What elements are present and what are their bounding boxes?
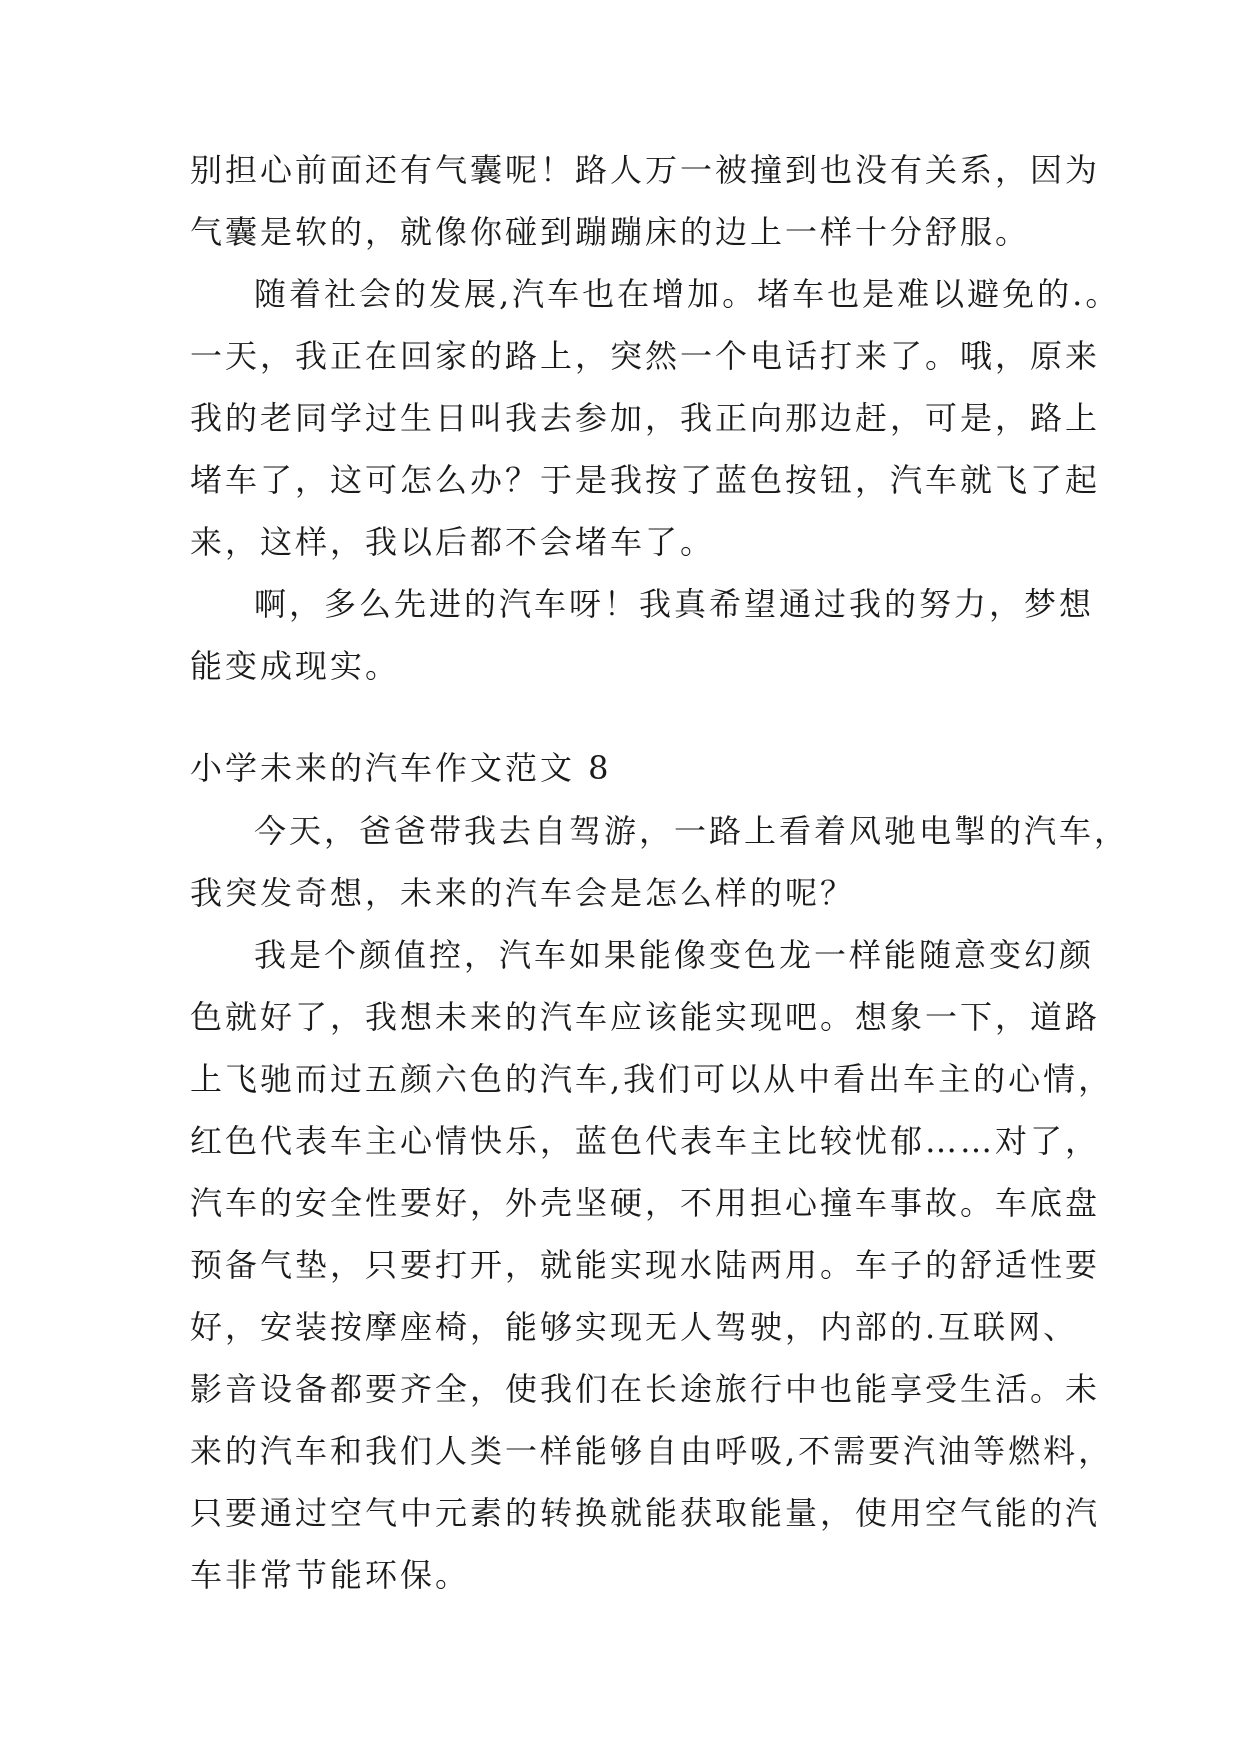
paragraph-line: 来，这样，我以后都不会堵车了。	[190, 523, 716, 561]
paragraph-line: 我是个颜值控，汽车如果能像变色龙一样能随意变幻颜	[254, 936, 1095, 974]
paragraph-line: 别担心前面还有气囊呢！路人万一被撞到也没有关系，因为	[190, 151, 1101, 189]
paragraph-line: 我的老同学过生日叫我去参加，我正向那边赶，可是，路上	[190, 399, 1101, 437]
paragraph-line: 上飞驰而过五颜六色的汽车,我们可以从中看出车主的心情，	[190, 1060, 1114, 1098]
paragraph-line: 能变成现实。	[190, 647, 401, 685]
paragraph-line: 好，安装按摩座椅，能够实现无人驾驶，内部的.互联网、	[190, 1308, 1079, 1346]
paragraph-line: 汽车的安全性要好，外壳坚硬，不用担心撞车事故。车底盘	[190, 1184, 1101, 1222]
paragraph-line: 堵车了，这可怎么办？于是我按了蓝色按钮，汽车就飞了起	[190, 461, 1101, 499]
section-title: 小学未来的汽车作文范文 8	[190, 749, 612, 787]
paragraph-line: 随着社会的发展,汽车也在增加。堵车也是难以避免的.。	[254, 275, 1121, 313]
paragraph-line: 今天，爸爸带我去自驾游，一路上看着风驰电掣的汽车，	[254, 812, 1130, 850]
paragraph-line: 啊，多么先进的汽车呀！我真希望通过我的努力，梦想	[254, 585, 1095, 623]
paragraph-line: 红色代表车主心情快乐，蓝色代表车主比较忧郁……对了，	[190, 1122, 1101, 1160]
paragraph-line: 车非常节能环保。	[190, 1556, 471, 1594]
paragraph-line: 一天，我正在回家的路上，突然一个电话打来了。哦，原来	[190, 337, 1101, 375]
paragraph-line: 预备气垫，只要打开，就能实现水陆两用。车子的舒适性要	[190, 1246, 1101, 1284]
paragraph-line: 我突发奇想，未来的汽车会是怎么样的呢？	[190, 874, 856, 912]
paragraph-line: 只要通过空气中元素的转换就能获取能量，使用空气能的汽	[190, 1494, 1101, 1532]
paragraph-line: 影音设备都要齐全，使我们在长途旅行中也能享受生活。未	[190, 1370, 1101, 1408]
paragraph-line: 来的汽车和我们人类一样能够自由呼吸,不需要汽油等燃料，	[190, 1432, 1114, 1470]
paragraph-line: 色就好了，我想未来的汽车应该能实现吧。想象一下，道路	[190, 998, 1101, 1036]
paragraph-line: 气囊是软的，就像你碰到蹦蹦床的边上一样十分舒服。	[190, 213, 1031, 251]
